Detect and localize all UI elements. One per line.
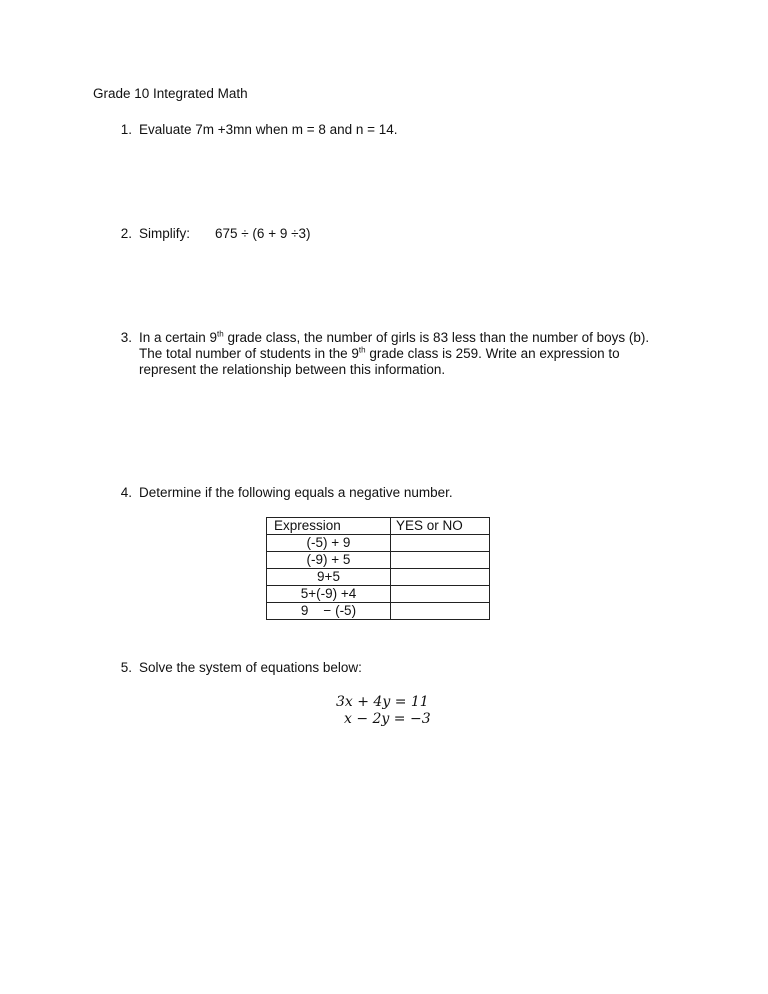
expression-cell: 9 − (-5) <box>267 603 391 620</box>
expression-cell: (-9) + 5 <box>267 552 391 569</box>
page-title: Grade 10 Integrated Math <box>93 86 248 101</box>
table-row <box>267 552 490 569</box>
answer-cell[interactable] <box>391 586 490 603</box>
text-segment: The total number of students in the 9 <box>139 346 359 361</box>
question-expression: 675 ÷ (6 + 9 ÷3) <box>215 226 311 241</box>
answer-cell[interactable] <box>391 535 490 552</box>
question-text: Evaluate 7m +3mn when m = 8 and n = 14. <box>139 122 398 137</box>
question-text-line-1 <box>139 330 649 345</box>
expression-cell: 9+5 <box>267 569 391 586</box>
answer-cell[interactable] <box>391 552 490 569</box>
expression-cell: 5+(-9) +4 <box>267 586 391 603</box>
table-row <box>267 569 490 586</box>
question-number: 5. <box>120 660 132 675</box>
table-header-expression: Expression <box>267 518 391 535</box>
question-number: 2. <box>120 226 132 241</box>
question-text-line-2 <box>139 346 620 361</box>
superscript: th <box>358 345 366 355</box>
table-header-yes-no: YES or NO <box>391 518 490 535</box>
answer-cell[interactable] <box>391 603 490 620</box>
question-number: 1. <box>120 122 132 137</box>
question-number: 4. <box>120 485 132 500</box>
table-row <box>267 603 490 620</box>
superscript: th <box>217 329 224 339</box>
question-text-line-3: represent the relationship between this information. <box>139 362 446 377</box>
question-number: 3. <box>120 330 132 345</box>
text-segment: grade class, the number of girls is 83 less than the number of boys (b). <box>223 330 650 345</box>
expression-table <box>266 517 490 620</box>
table-row <box>267 535 490 552</box>
table-row <box>267 586 490 603</box>
text-segment: In a certain 9 <box>139 330 218 345</box>
answer-cell[interactable] <box>391 569 490 586</box>
question-text: Solve the system of equations below: <box>139 660 362 675</box>
question-text: Determine if the following equals a negative number. <box>139 485 453 500</box>
text-segment: grade class is 259. Write an expression to <box>365 346 620 361</box>
expression-cell: (-5) + 9 <box>267 535 391 552</box>
equation-2: x − 2y = −3 <box>344 711 431 727</box>
table-header-row <box>267 518 490 535</box>
question-label: Simplify: <box>139 226 191 241</box>
equation-1: 3x + 4y = 11 <box>336 694 429 710</box>
